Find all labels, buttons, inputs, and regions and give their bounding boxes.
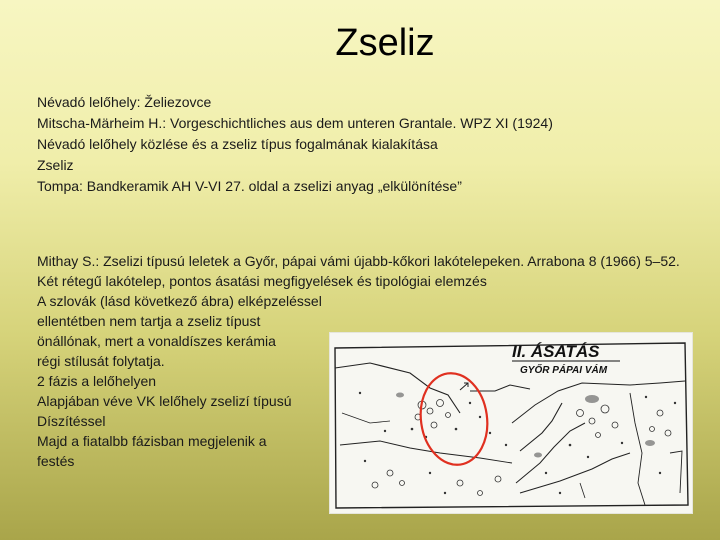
text-line: 2 fázis a lelőhelyen: [37, 373, 157, 389]
text-line: önállónak, mert a vonaldíszes kerámia: [37, 333, 276, 349]
text-line: Díszítéssel: [37, 413, 106, 429]
text-line: Névadó lelőhely: Želiezovce: [37, 94, 212, 110]
slide-title: Zseliz: [335, 22, 435, 64]
citation-text: Mithay S.: Zselizi típusú leletek a Győr, pápai vámi újabb-kőkori lakótelepeken. Arrabona 8 (1966) 5–52.: [37, 253, 680, 269]
figure-heading-line1: II. ÁSATÁS: [512, 342, 600, 361]
text-line: Majd a fiatalbb fázisban megjelenik a: [37, 433, 267, 449]
text-line: Alapjában véve VK lelőhely zselizí típusú: [37, 393, 292, 409]
text-line: Tompa: Bandkeramik AH V-VI 27. oldal a zselizi anyag „elkülönítése”: [37, 178, 462, 194]
text-line: Mitscha-Märheim H.: Vorgeschichtliches aus dem unteren Grantale. WPZ XI (1924): [37, 115, 553, 131]
highlight-circle: [415, 369, 493, 469]
text-line: régi stílusát folytatja.: [37, 353, 165, 369]
text-line: Névadó lelőhely közlése és a zseliz típus fogalmának kialakítása: [37, 136, 438, 152]
text-line: Zseliz: [37, 157, 74, 173]
text-line: festés: [37, 453, 75, 469]
text-line: Két rétegű lakótelep, pontos ásatási megfigyelések és tipológiai elemzés: [37, 273, 487, 289]
figure-heading-line2: GYŐR PÁPAI VÁM: [520, 365, 608, 376]
excavation-map-drawing: [330, 333, 692, 513]
intro-text-block: [37, 92, 697, 197]
excavation-map-figure: [330, 333, 692, 513]
text-line: ellentétben nem tartja a zseliz típust: [37, 313, 261, 329]
text-line: A szlovák (lásd következő ábra) elképzeléssel: [37, 293, 322, 309]
